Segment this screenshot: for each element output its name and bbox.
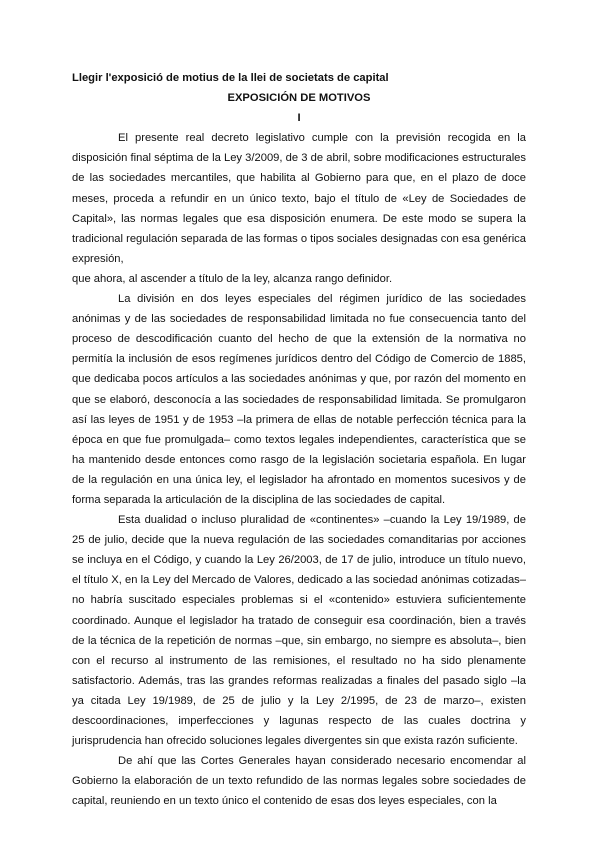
paragraph-5: De ahí que las Cortes Generales hayan considerado necesario encomendar al Gobierno la elaboración de un texto refundido de las normas legales sobre sociedades de capital, reuniendo en un texto único el contenido de esas dos leyes especiales, con la <box>72 755 526 808</box>
document-subtitle: EXPOSICIÓN DE MOTIVOS <box>227 92 371 105</box>
document-heading: Llegir l'exposició de motius de la llei de societats de capital <box>72 72 389 84</box>
paragraph-4: Esta dualidad o incluso pluralidad de «continentes» –cuando la Ley 19/1989, de 25 de julio, decide que la nueva regulación de las sociedades comanditarias por acciones se incluya en el Código, y cuando la Ley 26/2003, de 17 de julio, introduce un título nuevo, el título X, en la Ley del Mercado de Valores, dedicado a las sociedad anónimas cotizadas– no habría suscitado especiales problemas si el «contenido» estuviera suficientemente coordinado. Aunque el legislador ha tratado de conseguir esa coordinación, bien a través de la técnica de la repetición de normas –que, sin embargo, no siempre es absoluta–, bien con el recurso al instrumento de las remisiones, el resultado no ha sido plenamente satisfactorio. Además, tras las grandes reformas realizadas a finales del pasado siglo –la ya citada Ley 19/1989, de 25 de julio y la Ley 2/1995, de 23 de marzo–, existen descoordinaciones, imperfecciones y lagunas respecto de las cuales doctrina y jurisprudencia han ofrecido soluciones legales divergentes sin que exista razón suficiente. <box>72 514 526 748</box>
section-number: I <box>297 112 301 125</box>
document-page <box>72 68 526 811</box>
paragraph-2: que ahora, al ascender a título de la ley, alcanza rango definidor. <box>72 272 393 285</box>
paragraph-1: El presente real decreto legislativo cumple con la previsión recogida en la disposición final séptima de la Ley 3/2009, de 3 de abril, sobre modificaciones estructurales de las sociedades mercantiles, que habilita al Gobierno para que, en el plazo de doce meses, proceda a refundir en un único texto, bajo el título de «Ley de Sociedades de Capital», las normas legales que esa disposición enumera. De este modo se supera la tradicional regulación separada de las formas o tipos sociales designadas con esa genérica expresión, <box>72 132 526 265</box>
paragraph-3: La división en dos leyes especiales del régimen jurídico de las sociedades anónimas y de las sociedades de responsabilidad limitada no fue consecuencia tanto del proceso de descodificación cuanto del hecho de que la extensión de la normativa no permitía la inclusión de esos regímenes jurídicos dentro del Código de Comercio de 1885, que dedicaba pocos artículos a las sociedades anónimas y que, por razón del momento en que se elaboró, desconocía a las sociedades de responsabilidad limitada. Se promulgaron así las leyes de 1951 y de 1953 –la primera de ellas de notable perfección técnica para la época en que fue promulgada– como textos legales independientes, característica que se ha mantenido desde entonces como rasgo de la legislación societaria española. En lugar de la regulación en una única ley, el legislador ha afrontado en momentos sucesivos y de forma separada la articulación de la disciplina de las sociedades de capital. <box>72 293 526 506</box>
